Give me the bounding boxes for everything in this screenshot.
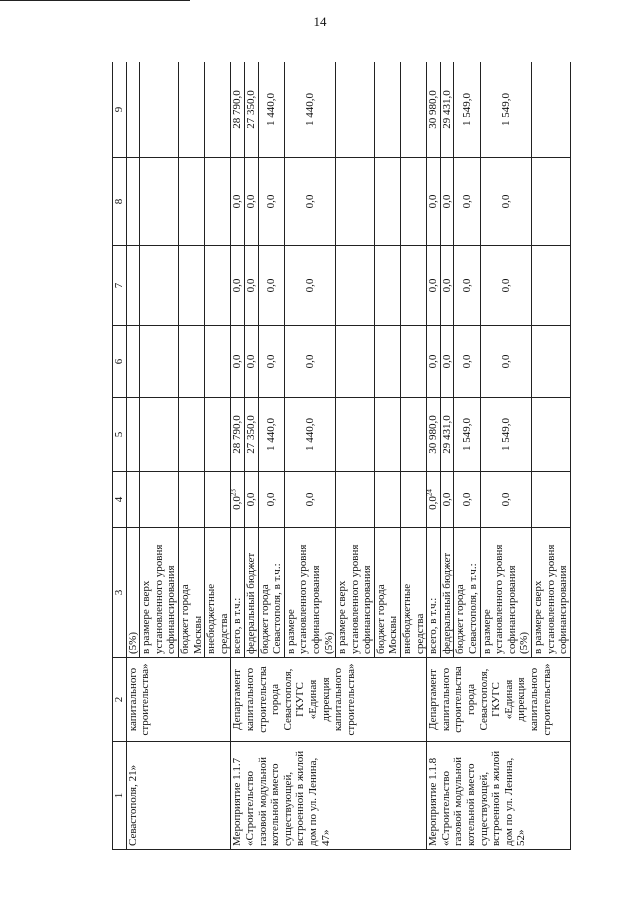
funding-source-line: софинансирования [309, 565, 322, 654]
value-cell: 0,0 [244, 158, 258, 246]
value-cell [178, 398, 204, 472]
executor-line: ГКУГС «Единая [294, 679, 319, 720]
value-cell: 0,0 [480, 158, 531, 246]
value-cell: 0,0 [231, 326, 245, 398]
page-number: 14 [313, 14, 327, 29]
column-number: 9 [113, 62, 127, 158]
value-cell [532, 472, 571, 528]
funding-source-line: федеральный бюджет [244, 552, 257, 654]
value-cell: 1 440,0 [258, 398, 284, 472]
measure-name-line: Севастополя, 21» [126, 764, 139, 846]
value-cell: 28 790,0 [231, 62, 245, 158]
value-cell: 0,0 [454, 472, 480, 528]
value-cell: 0,0 [284, 158, 335, 246]
measure-name-line: газовой модульной [256, 757, 269, 846]
funding-source-line: софинансирования [505, 565, 518, 654]
value-cell [126, 326, 140, 398]
funding-source-cell [427, 528, 441, 658]
value-cell [126, 472, 140, 528]
value-cell: 29 431,0 [440, 398, 454, 472]
value-cell: 1 440,0 [284, 62, 335, 158]
value-cell [336, 246, 375, 326]
executor-line: дирекция [515, 677, 528, 722]
funding-source-cell [284, 528, 335, 658]
funding-source-cell [258, 528, 284, 658]
funding-source-cell [480, 528, 531, 658]
value-cell: 0,0 [244, 472, 258, 528]
funding-source-line: софинансирования [165, 565, 178, 654]
value-cell [336, 158, 375, 246]
value-cell [336, 472, 375, 528]
funding-source-line: установленного уровня [152, 544, 165, 654]
footnote-mark: 24 [425, 489, 434, 497]
funding-source-line: в размере сверх [532, 580, 544, 654]
value-cell: 30 980,0 [427, 62, 441, 158]
value-cell: 0,0 [454, 326, 480, 398]
value-cell [178, 62, 204, 158]
executor-cell [126, 658, 231, 742]
value-cell: 27 350,0 [244, 62, 258, 158]
funding-source-line: Москвы [387, 615, 400, 654]
measure-name-line: Мероприятие 1.1.7 [231, 757, 244, 846]
funding-source-line: всего, в т.ч.: [427, 597, 440, 654]
value-cell [205, 246, 231, 326]
value-cell [205, 472, 231, 528]
measure-name-line: существующей, [477, 771, 490, 846]
top-rule [0, 0, 190, 1]
funding-source-line: всего, в т.ч.: [231, 597, 244, 654]
value-cell [374, 326, 400, 398]
value-cell [336, 326, 375, 398]
table-row [126, 62, 140, 850]
column-number: 1 [113, 742, 127, 850]
executor-line: капитального [243, 667, 256, 732]
value-cell [178, 246, 204, 326]
executor-line: ГКУГС «Единая [490, 679, 515, 720]
funding-source-line: (5%) [518, 632, 531, 654]
measure-name-line: дом по ул. Ленина, [502, 757, 515, 846]
value-cell [401, 158, 427, 246]
value-cell: 0,0 [258, 472, 284, 528]
funding-source-line: софинансирования [557, 565, 570, 654]
measure-name-line: «Строительство [439, 770, 452, 846]
funding-source-cell [401, 528, 427, 658]
value-cell [336, 398, 375, 472]
column-number: 2 [113, 658, 127, 742]
value-cell [532, 326, 571, 398]
value-cell [532, 246, 571, 326]
value-cell: 28 790,0 [231, 398, 245, 472]
value-cell: 0,0 [440, 158, 454, 246]
executor-line: капитального [126, 667, 139, 732]
value-cell [532, 158, 571, 246]
funding-source-line: Севастополя, в т.ч.: [271, 563, 284, 654]
value-cell: 0,0 [427, 246, 441, 326]
measure-name-line: котельной вместо [269, 763, 282, 846]
funding-source-cell [178, 528, 204, 658]
value-cell [126, 246, 140, 326]
value-cell: $0,0^{24}$ [427, 472, 441, 528]
funding-source-cell [336, 528, 375, 658]
executor-line: Департамент [231, 669, 244, 731]
value-cell [336, 62, 375, 158]
table-row [427, 62, 441, 850]
value-cell: 0,0 [258, 158, 284, 246]
value-cell: 1 440,0 [258, 62, 284, 158]
column-number: 3 [113, 528, 127, 658]
funding-source-line: установленного уровня [493, 544, 506, 654]
executor-cell [231, 658, 427, 742]
measure-name-line: 47» [319, 829, 332, 846]
value-cell: 0,0 [440, 472, 454, 528]
measure-name-line: встроенной в жилой [490, 750, 503, 846]
column-number: 7 [113, 246, 127, 326]
value-cell: 0,0 [440, 246, 454, 326]
value-cell [374, 62, 400, 158]
executor-line: строительства [256, 666, 269, 733]
value-cell [374, 398, 400, 472]
executor-line: капитального [439, 667, 452, 732]
value-cell: 0,0 [454, 246, 480, 326]
value-cell: 0,0 [231, 246, 245, 326]
value-cell: 0,0 [454, 158, 480, 246]
value-cell: 27 350,0 [244, 398, 258, 472]
value-cell [205, 326, 231, 398]
measure-name-cell [231, 742, 427, 850]
executor-line: дирекция [319, 677, 332, 722]
value-cell [401, 326, 427, 398]
funding-source-line: в размере сверх [140, 580, 153, 654]
funding-source-line: установленного уровня [348, 544, 361, 654]
funding-source-line: Севастополя, в т.ч.: [467, 563, 480, 654]
value-cell: 0,0 [440, 326, 454, 398]
value-cell: 0,0 [258, 326, 284, 398]
measure-name-line: 52» [515, 829, 528, 846]
funding-source-line: установленного уровня [297, 544, 310, 654]
value-cell: 1 549,0 [454, 398, 480, 472]
funding-source-cell [205, 528, 231, 658]
value-cell [140, 472, 179, 528]
funding-source-line: в размере [480, 609, 493, 654]
value-cell [178, 326, 204, 398]
funding-source-line: в размере сверх [336, 580, 349, 654]
executor-line: строительства» [344, 663, 357, 736]
executor-line: строительства [452, 666, 465, 733]
value-cell [126, 158, 140, 246]
executor-line: Департамент [427, 669, 440, 731]
measure-name-line: существующей, [281, 771, 294, 846]
value-cell [178, 472, 204, 528]
funding-source-line: внебюджетные [401, 583, 414, 654]
value-cell [178, 158, 204, 246]
value-cell [401, 472, 427, 528]
funding-source-line: бюджет города [454, 584, 467, 654]
footnote-mark: 23 [229, 489, 238, 497]
value-cell: 0,0 [427, 158, 441, 246]
executor-line: Севастополя, [281, 668, 294, 731]
executor-line: Севастополя, [477, 668, 490, 731]
value-cell [401, 398, 427, 472]
value-cell: 0,0 [427, 326, 441, 398]
measure-name-line: встроенной в жилой [294, 750, 307, 846]
funding-source-cell [440, 528, 454, 658]
value-cell: 0,0 [284, 326, 335, 398]
value-cell: 0,0 [284, 246, 335, 326]
executor-line: капитального [528, 667, 540, 732]
executor-line: города [465, 684, 478, 715]
funding-source-line: федеральный бюджет [440, 552, 453, 654]
funding-source-line: бюджет города [178, 584, 191, 654]
value-cell: 0,0 [258, 246, 284, 326]
value-cell [374, 158, 400, 246]
value-cell: 0,0 [284, 472, 335, 528]
value-cell: 0,0 [480, 326, 531, 398]
executor-line: строительства» [540, 663, 553, 736]
column-number: 4 [113, 472, 127, 528]
value-cell [140, 326, 179, 398]
executor-line: города [269, 684, 282, 715]
value-cell [140, 62, 179, 158]
funding-source-cell [126, 528, 140, 658]
value-cell: 0,0 [480, 472, 531, 528]
funding-source-line: средства [217, 613, 230, 654]
value-cell: 0,0 [244, 246, 258, 326]
value-cell [140, 246, 179, 326]
funding-source-cell [454, 528, 480, 658]
value-cell [374, 472, 400, 528]
measure-name-cell [427, 742, 571, 850]
value-cell: 1 440,0 [284, 398, 335, 472]
measure-name-line: котельной вместо [465, 763, 478, 846]
measure-name-line: дом по ул. Ленина, [306, 757, 319, 846]
value-cell [532, 62, 571, 158]
value-cell: 0,0 [480, 246, 531, 326]
funding-source-line: (5%) [126, 632, 139, 654]
column-number: 8 [113, 158, 127, 246]
funding-source-cell [374, 528, 400, 658]
measure-name-line: Мероприятие 1.1.8 [427, 757, 440, 846]
executor-line: строительства» [139, 663, 152, 736]
funding-source-line: в размере [284, 609, 297, 654]
funding-source-cell [140, 528, 179, 658]
value-cell: 1 549,0 [480, 62, 531, 158]
value-cell: 30 980,0 [427, 398, 441, 472]
value-cell [205, 62, 231, 158]
value-cell [205, 158, 231, 246]
table-viewport [112, 62, 624, 850]
measure-name-cell [126, 742, 231, 850]
value-cell: 1 549,0 [454, 62, 480, 158]
value-cell: $0,0^{23}$ [231, 472, 245, 528]
funding-source-line: Москвы [191, 615, 204, 654]
column-number: 5 [113, 398, 127, 472]
header-row [113, 62, 127, 850]
funding-source-cell [231, 528, 245, 658]
value-cell: 29 431,0 [440, 62, 454, 158]
executor-cell [427, 658, 571, 742]
measure-name-line: газовой модульной [452, 757, 465, 846]
funding-source-line: бюджет города [374, 584, 387, 654]
value-cell: 0,0 [231, 158, 245, 246]
funding-source-line: бюджет города [258, 584, 271, 654]
value-cell [401, 62, 427, 158]
table-row [231, 62, 245, 850]
value-cell [126, 62, 140, 158]
executor-line: капитального [332, 667, 345, 732]
rotated-page [112, 62, 624, 850]
value-cell: 0,0 [244, 326, 258, 398]
funding-source-line: средства [413, 613, 426, 654]
funding-source-line: внебюджетные [205, 583, 218, 654]
funding-source-cell [244, 528, 258, 658]
funding-source-cell [532, 528, 571, 658]
column-number: 6 [113, 326, 127, 398]
value-cell: 1 549,0 [480, 398, 531, 472]
funding-source-line: софинансирования [361, 565, 374, 654]
value-cell [401, 246, 427, 326]
funding-source-line: установленного уровня [544, 544, 557, 654]
value-cell [374, 246, 400, 326]
value-cell [126, 398, 140, 472]
budget-table [112, 62, 571, 850]
value-cell [205, 398, 231, 472]
measure-name-line: «Строительство [243, 770, 256, 846]
value-cell [532, 398, 571, 472]
funding-source-line: (5%) [322, 632, 335, 654]
value-cell [140, 398, 179, 472]
value-cell [140, 158, 179, 246]
